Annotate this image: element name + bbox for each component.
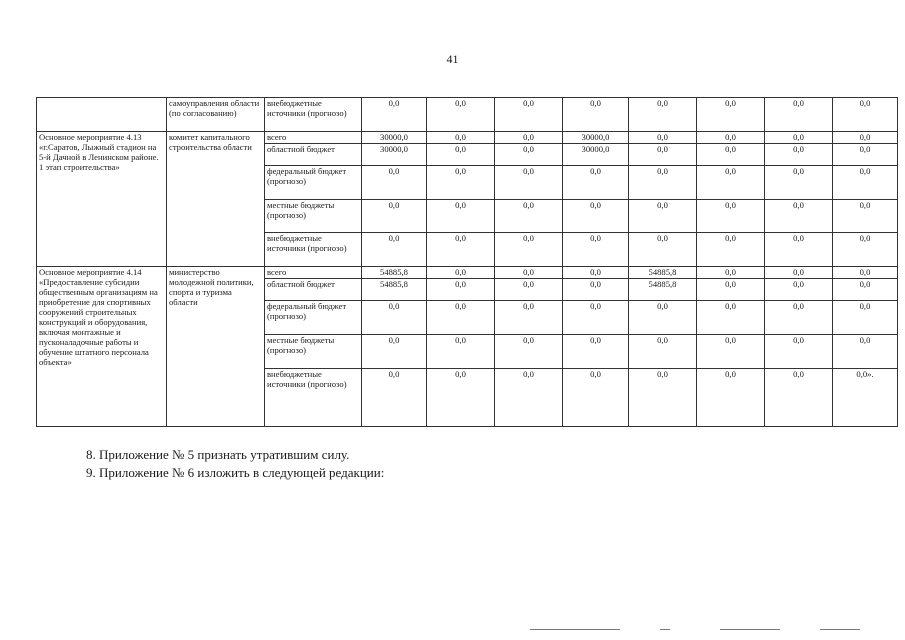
value-cell: 0,0 — [833, 144, 898, 166]
value-cell: 0,0 — [833, 335, 898, 369]
value-cell: 0,0 — [362, 200, 427, 233]
funding-source-cell: всего — [265, 132, 362, 144]
value-cell: 54885,8 — [629, 267, 697, 279]
value-cell: 0,0 — [563, 233, 629, 267]
value-cell: 0,0 — [629, 144, 697, 166]
value-cell: 30000,0 — [362, 144, 427, 166]
table-row — [37, 132, 898, 144]
executor-cell: комитет капитального строительства области — [167, 132, 265, 267]
funding-source-cell: всего — [265, 267, 362, 279]
funding-source-cell: внебюджетные источники (прогнозо) — [265, 369, 362, 427]
table-row — [37, 267, 898, 279]
document-notes — [86, 446, 384, 482]
value-cell: 0,0 — [427, 369, 495, 427]
value-cell: 0,0 — [629, 335, 697, 369]
value-cell: 54885,8 — [362, 279, 427, 301]
value-cell: 0,0 — [765, 98, 833, 132]
value-cell: 0,0 — [563, 301, 629, 335]
value-cell: 0,0 — [697, 369, 765, 427]
executor-cell: министерство молодежной политики, спорта и туризма области — [167, 267, 265, 427]
funding-source-cell: внебюджетные источники (прогнозо) — [265, 233, 362, 267]
note-item: 8. Приложение № 5 признать утратившим силу. — [86, 447, 350, 462]
value-cell: 0,0 — [495, 301, 563, 335]
value-cell: 0,0 — [427, 200, 495, 233]
value-cell: 0,0 — [765, 144, 833, 166]
value-cell: 0,0 — [495, 98, 563, 132]
value-cell: 0,0 — [629, 98, 697, 132]
value-cell: 0,0 — [833, 279, 898, 301]
executor-cell: самоуправления области (по согласованию) — [167, 98, 265, 132]
value-cell: 0,0 — [362, 301, 427, 335]
value-cell: 0,0 — [427, 144, 495, 166]
table-row — [37, 98, 898, 132]
value-cell: 0,0 — [495, 267, 563, 279]
footer-rule — [820, 629, 860, 630]
event-cell — [37, 98, 167, 132]
value-cell: 0,0 — [833, 200, 898, 233]
value-cell: 0,0 — [563, 279, 629, 301]
value-cell: 0,0 — [362, 335, 427, 369]
value-cell: 0,0 — [362, 98, 427, 132]
value-cell: 0,0 — [765, 132, 833, 144]
value-cell: 0,0 — [697, 200, 765, 233]
value-cell: 0,0 — [765, 233, 833, 267]
value-cell: 0,0 — [765, 369, 833, 427]
value-cell: 0,0 — [833, 267, 898, 279]
value-cell: 0,0 — [427, 279, 495, 301]
event-cell: Основное мероприятие 4.14 «Предоставление субсидии общественным организациям на приобретение для спортивных сооружений строительных конструкций и оборудования, включая монтажные и пусконаладочные работы и обучение штатного персонала объекта» — [37, 267, 167, 427]
value-cell: 0,0 — [495, 279, 563, 301]
value-cell: 0,0 — [495, 166, 563, 200]
value-cell: 0,0 — [765, 335, 833, 369]
value-cell: 0,0 — [629, 301, 697, 335]
value-cell: 0,0 — [427, 98, 495, 132]
value-cell: 0,0 — [495, 200, 563, 233]
value-cell: 0,0 — [697, 279, 765, 301]
value-cell: 0,0 — [697, 301, 765, 335]
funding-source-cell: внебюджетные источники (прогнозо) — [265, 98, 362, 132]
value-cell: 0,0 — [697, 267, 765, 279]
value-cell: 0,0 — [563, 369, 629, 427]
value-cell: 0,0 — [563, 98, 629, 132]
value-cell: 0,0 — [765, 200, 833, 233]
value-cell: 0,0 — [833, 132, 898, 144]
value-cell: 0,0 — [833, 301, 898, 335]
page-number: 41 — [446, 52, 459, 66]
value-cell: 0,0 — [427, 166, 495, 200]
value-cell: 54885,8 — [629, 279, 697, 301]
footer-rule — [720, 629, 780, 630]
value-cell: 0,0 — [765, 166, 833, 200]
value-cell: 0,0 — [629, 233, 697, 267]
funding-source-cell: местные бюджеты (прогнозо) — [265, 200, 362, 233]
value-cell: 0,0 — [495, 369, 563, 427]
value-cell: 0,0 — [833, 233, 898, 267]
value-cell: 0,0 — [427, 301, 495, 335]
value-cell: 0,0 — [629, 166, 697, 200]
funding-source-cell: федеральный бюджет (прогнозо) — [265, 166, 362, 200]
value-cell: 0,0 — [629, 200, 697, 233]
value-cell: 0,0 — [563, 335, 629, 369]
value-cell: 30000,0 — [563, 144, 629, 166]
value-cell: 0,0 — [362, 166, 427, 200]
value-cell: 0,0 — [697, 98, 765, 132]
value-cell: 0,0 — [495, 132, 563, 144]
funding-source-cell: областной бюджет — [265, 279, 362, 301]
value-cell: 0,0 — [629, 369, 697, 427]
value-cell: 0,0 — [697, 233, 765, 267]
budget-table — [36, 97, 898, 427]
value-cell: 0,0 — [563, 166, 629, 200]
value-cell: 0,0 — [563, 267, 629, 279]
event-cell: Основное мероприятие 4.13 «г.Саратов, Лыжный стадион на 5-й Дачной в Ленинском районе. 1 этап строительства» — [37, 132, 167, 267]
value-cell: 0,0 — [427, 132, 495, 144]
footer-rule — [660, 629, 670, 630]
note-item: 9. Приложение № 6 изложить в следующей редакции: — [86, 465, 385, 480]
value-cell: 54885,8 — [362, 267, 427, 279]
value-cell: 0,0 — [563, 200, 629, 233]
value-cell: 30000,0 — [563, 132, 629, 144]
funding-source-cell: областной бюджет — [265, 144, 362, 166]
value-cell: 0,0 — [833, 98, 898, 132]
value-cell: 0,0 — [427, 267, 495, 279]
funding-source-cell: местные бюджеты (прогнозо) — [265, 335, 362, 369]
value-cell: 0,0 — [765, 267, 833, 279]
value-cell: 0,0 — [362, 233, 427, 267]
value-cell: 0,0 — [495, 144, 563, 166]
value-cell: 0,0 — [427, 233, 495, 267]
value-cell: 0,0 — [629, 132, 697, 144]
value-cell: 0,0 — [833, 166, 898, 200]
value-cell: 0,0 — [427, 335, 495, 369]
value-cell: 0,0 — [697, 166, 765, 200]
value-cell: 0,0 — [495, 335, 563, 369]
footer-rule — [530, 629, 620, 630]
value-cell: 0,0 — [697, 132, 765, 144]
value-cell: 0,0 — [697, 335, 765, 369]
value-cell: 0,0 — [765, 301, 833, 335]
value-cell: 0,0 — [362, 369, 427, 427]
value-cell: 0,0». — [833, 369, 898, 427]
value-cell: 30000,0 — [362, 132, 427, 144]
value-cell: 0,0 — [495, 233, 563, 267]
funding-source-cell: федеральный бюджет (прогнозо) — [265, 301, 362, 335]
value-cell: 0,0 — [697, 144, 765, 166]
value-cell: 0,0 — [765, 279, 833, 301]
